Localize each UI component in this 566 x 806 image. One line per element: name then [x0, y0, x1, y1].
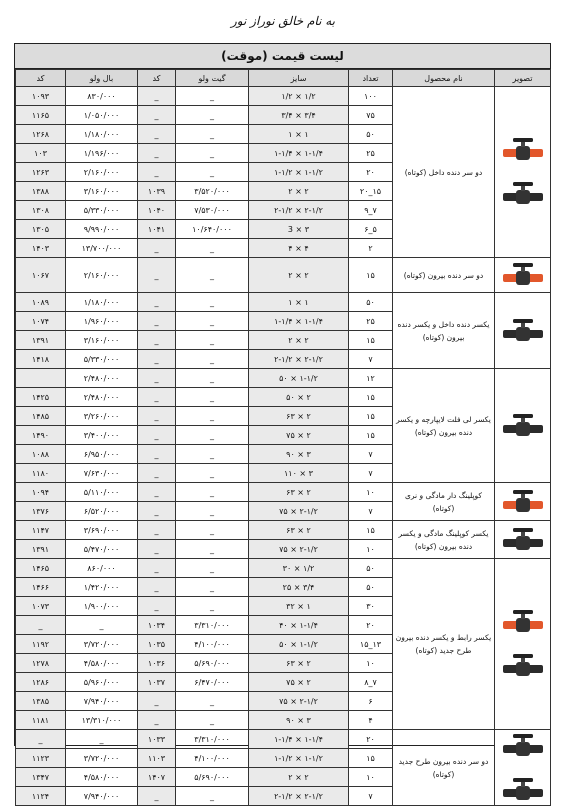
- cell-code-gate: _: [138, 407, 176, 426]
- cell-ball-price: ۱/۴۲۰/۰۰۰: [66, 578, 138, 597]
- cell-code-ball: ۱۱۸۰: [16, 464, 66, 483]
- cell-code-ball: [16, 369, 66, 388]
- cell-size: ۶۳ × ۲: [249, 521, 349, 540]
- cell-code-gate: _: [138, 144, 176, 163]
- product-name: دو سر دنده بیرون (کوتاه): [393, 258, 495, 293]
- cell-code-gate: _: [138, 312, 176, 331]
- cell-ball-price: ۷/۹۴۰/۰۰۰: [66, 692, 138, 711]
- cell-gate-price: ۶/۴۷۰/۰۰۰: [176, 673, 249, 692]
- cell-code-ball: ۱۱۶۵: [16, 106, 66, 125]
- cell-gate-price: _: [176, 258, 249, 293]
- cell-code-ball: ۱۴۹۰: [16, 426, 66, 445]
- product-name: یکسر کوپلینگ مادگی و یکسر دنده بیرون (کوتاه): [393, 521, 495, 559]
- cell-size: ۱-۱/۲ × ۱-۱/۲: [249, 163, 349, 182]
- cell-code-gate: _: [138, 521, 176, 540]
- cell-quantity: ۲۰: [349, 163, 393, 182]
- cell-code-ball: ۱۰۷۳: [16, 597, 66, 616]
- cell-gate-price: _: [176, 483, 249, 502]
- product-name: دو سر دنده بیرون طرح جدید (کوتاه): [393, 730, 495, 806]
- cell-size: ۱-۱/۴ × ۱-۱/۴: [249, 312, 349, 331]
- black-valve-icon: [501, 181, 545, 207]
- col-header-ball-valve: بال ولو: [66, 70, 138, 87]
- cell-gate-price: _: [176, 502, 249, 521]
- cell-code-gate: _: [138, 258, 176, 293]
- cell-code-ball: ۱۰۸۸: [16, 445, 66, 464]
- cell-code-gate: ۱۰۴۱: [138, 220, 176, 239]
- cell-quantity: ۸_۷: [349, 673, 393, 692]
- black-valve-icon: [501, 413, 545, 439]
- black-valve-icon: [501, 777, 545, 803]
- cell-ball-price: ۷/۹۴۰/۰۰۰: [66, 787, 138, 806]
- cell-gate-price: ۳/۵۲۰/۰۰۰: [176, 182, 249, 201]
- cell-ball-price: ۳/۷۲۰/۰۰۰: [66, 749, 138, 768]
- cell-code-gate: ۱۰۳۹: [138, 182, 176, 201]
- cell-ball-price: ۳/۱۶۰/۰۰۰: [66, 182, 138, 201]
- cell-code-gate: ۱۰۴۰: [138, 201, 176, 220]
- cell-code-ball: ۱۴۲۵: [16, 388, 66, 407]
- cell-code-ball: ۱۴۶۶: [16, 578, 66, 597]
- cell-quantity: ۵۰: [349, 125, 393, 144]
- cell-code-ball: ۱۰۹۴: [16, 483, 66, 502]
- cell-code-gate: ۱۰۳۴: [138, 616, 176, 635]
- cell-code-gate: _: [138, 540, 176, 559]
- cell-ball-price: ۲/۴۸۰/۰۰۰: [66, 369, 138, 388]
- orange-valve-icon: [501, 489, 545, 515]
- cell-gate-price: _: [176, 144, 249, 163]
- cell-size: ۱۱۰ × ۳: [249, 464, 349, 483]
- cell-code-ball: ۱۱۲۴: [16, 787, 66, 806]
- cell-ball-price: ۵/۹۶۰/۰۰۰: [66, 673, 138, 692]
- cell-quantity: ۹_۷: [349, 201, 393, 220]
- black-valve-icon: [501, 733, 545, 759]
- col-header-size: سایز: [249, 70, 349, 87]
- black-valve-icon: [501, 318, 545, 344]
- cell-code-ball: ۱۳۰۸: [16, 201, 66, 220]
- price-table: [15, 69, 551, 806]
- cell-quantity: ۱۵: [349, 331, 393, 350]
- cell-code-gate: _: [138, 464, 176, 483]
- cell-ball-price: ۸۳۰/۰۰۰: [66, 87, 138, 106]
- black-valve-icon: [501, 527, 545, 553]
- cell-size: ۱-۱/۴ × ۱-۱/۴: [249, 144, 349, 163]
- cell-quantity: ۲۰: [349, 730, 393, 749]
- cell-ball-price: ۲/۱۶۰/۰۰۰: [66, 258, 138, 293]
- product-image: [495, 258, 551, 293]
- cell-code-ball: ۱۰۷۴: [16, 312, 66, 331]
- cell-code-ball: ۱۳۸۸: [16, 182, 66, 201]
- cell-size: ۳۲ × ۱: [249, 597, 349, 616]
- cell-ball-price: _: [66, 616, 138, 635]
- cell-ball-price: ۵/۱۱۰/۰۰۰: [66, 483, 138, 502]
- cell-gate-price: ۱۰/۶۴۰/۰۰۰: [176, 220, 249, 239]
- product-image-group: [495, 609, 550, 679]
- cell-gate-price: _: [176, 787, 249, 806]
- product-image: [495, 483, 551, 521]
- cell-code-ball: ۱۲۸۶: [16, 673, 66, 692]
- cell-code-ball: ۱۴۰۳: [16, 239, 66, 258]
- cell-size: ۶۳ × ۲: [249, 483, 349, 502]
- cell-ball-price: ۹/۹۹۰/۰۰۰: [66, 220, 138, 239]
- cell-code-ball: _: [16, 616, 66, 635]
- cell-ball-price: ۴/۵۸۰/۰۰۰: [66, 654, 138, 673]
- cell-size: ۲۵ × ۳/۴: [249, 578, 349, 597]
- cell-quantity: ۱۲: [349, 369, 393, 388]
- cell-gate-price: ۳/۳۱۰/۰۰۰: [176, 616, 249, 635]
- cell-code-ball: ۱۰۶۷: [16, 258, 66, 293]
- cell-code-gate: _: [138, 350, 176, 369]
- product-name: کوپلینگ دار مادگی و نری (کوتاه): [393, 483, 495, 521]
- cell-gate-price: _: [176, 521, 249, 540]
- cell-code-ball: ۱۴۱۸: [16, 350, 66, 369]
- cell-size: ۶۳ × ۲: [249, 654, 349, 673]
- cell-code-ball: ۱۱۹۲: [16, 635, 66, 654]
- cell-quantity: ۲۰: [349, 616, 393, 635]
- product-image: [495, 559, 551, 730]
- cell-code-gate: _: [138, 559, 176, 578]
- cell-size: ۳/۴ × ۳/۴: [249, 106, 349, 125]
- cell-gate-price: _: [176, 350, 249, 369]
- cell-quantity: ۱۰: [349, 483, 393, 502]
- cell-quantity: ۷: [349, 350, 393, 369]
- cell-gate-price: ۷/۵۳۰/۰۰۰: [176, 201, 249, 220]
- cell-gate-price: _: [176, 407, 249, 426]
- cell-gate-price: _: [176, 692, 249, 711]
- cell-gate-price: _: [176, 106, 249, 125]
- cell-ball-price: ۴/۵۸۰/۰۰۰: [66, 768, 138, 787]
- cell-code-gate: ۱۰۳۳: [138, 730, 176, 749]
- cell-quantity: ۱۵: [349, 407, 393, 426]
- product-image-group: [495, 413, 550, 439]
- cell-gate-price: _: [176, 426, 249, 445]
- cell-ball-price: ۵/۳۳۰/۰۰۰: [66, 350, 138, 369]
- cell-code-gate: _: [138, 692, 176, 711]
- cell-quantity: ۲۵: [349, 312, 393, 331]
- cell-quantity: ۶: [349, 692, 393, 711]
- col-header-code-ball: کد: [16, 70, 66, 87]
- price-list-sheet: [14, 43, 551, 801]
- col-header-image: تصویر: [495, 70, 551, 87]
- cell-quantity: ۷: [349, 787, 393, 806]
- cell-gate-price: ۵/۶۹۰/۰۰۰: [176, 768, 249, 787]
- product-image-group: [495, 527, 550, 553]
- cell-size: ۹۰ × ۳: [249, 445, 349, 464]
- cell-code-ball: ۱۳۴۷: [16, 768, 66, 787]
- cell-size: ۳۰ × ۱/۲: [249, 559, 349, 578]
- product-image-group: [495, 733, 550, 803]
- cell-quantity: ۷: [349, 502, 393, 521]
- cell-gate-price: _: [176, 578, 249, 597]
- cell-ball-price: ۱/۹۶۰/۰۰۰: [66, 312, 138, 331]
- cell-code-ball: ۱۰۹۳: [16, 87, 66, 106]
- cell-code-ball: ۱۳۷۶: [16, 502, 66, 521]
- orange-valve-icon: [501, 137, 545, 163]
- cell-code-ball: ۱۱۲۳: [16, 749, 66, 768]
- cell-code-gate: _: [138, 87, 176, 106]
- cell-gate-price: _: [176, 711, 249, 730]
- cell-quantity: ۴: [349, 711, 393, 730]
- table-row: [16, 293, 551, 312]
- col-header-code-gate: کد: [138, 70, 176, 87]
- cell-code-gate: ۱۰۳۶: [138, 654, 176, 673]
- cell-code-ball: ۱۲۶۸: [16, 125, 66, 144]
- cell-code-gate: _: [138, 502, 176, 521]
- cell-code-gate: _: [138, 106, 176, 125]
- table-header-row: [16, 70, 551, 87]
- cell-gate-price: ۵/۶۹۰/۰۰۰: [176, 654, 249, 673]
- product-name: یکسر رابط و یکسر دنده بیرون طرح جدید (کوتاه): [393, 559, 495, 730]
- cell-size: ۲-۱/۲ × ۲-۱/۲: [249, 201, 349, 220]
- orange-valve-icon: [501, 262, 545, 288]
- cell-gate-price: ۳/۳۱۰/۰۰۰: [176, 730, 249, 749]
- cell-ball-price: ۳/۴۰۰/۰۰۰: [66, 426, 138, 445]
- header-invocation: به نام خالق نوراز نور: [231, 14, 335, 28]
- cell-code-gate: _: [138, 483, 176, 502]
- cell-ball-price: ۶/۹۵۰/۰۰۰: [66, 445, 138, 464]
- product-image: [495, 293, 551, 369]
- table-row: [16, 258, 551, 293]
- cell-ball-price: ۱/۱۸۰/۰۰۰: [66, 293, 138, 312]
- cell-ball-price: ۱/۹۰۰/۰۰۰: [66, 597, 138, 616]
- cell-size: ۱ × ۱: [249, 125, 349, 144]
- cell-quantity: ۱۰: [349, 654, 393, 673]
- cell-code-ball: ۱۴۶۵: [16, 559, 66, 578]
- cell-code-gate: _: [138, 293, 176, 312]
- cell-size: ۷۵ × ۲-۱/۲: [249, 692, 349, 711]
- cell-code-ball: ۱۲۶۳: [16, 163, 66, 182]
- cell-gate-price: _: [176, 163, 249, 182]
- cell-ball-price: ۸۶۰/۰۰۰: [66, 559, 138, 578]
- cell-code-gate: ۱۴۰۷: [138, 768, 176, 787]
- cell-ball-price: ۳/۲۶۰/۰۰۰: [66, 407, 138, 426]
- cell-gate-price: _: [176, 125, 249, 144]
- cell-code-ball: ۱۴۸۵: [16, 407, 66, 426]
- cell-code-ball: ۱۰۳: [16, 144, 66, 163]
- cell-code-ball: _: [16, 730, 66, 749]
- cell-quantity: ۱۵: [349, 749, 393, 768]
- table-row: [16, 369, 551, 388]
- black-valve-icon: [501, 653, 545, 679]
- cell-gate-price: _: [176, 388, 249, 407]
- cell-size: 3 × ۳: [249, 220, 349, 239]
- cell-code-gate: _: [138, 597, 176, 616]
- cell-quantity: ۶_۵: [349, 220, 393, 239]
- cell-size: ۱ × ۱: [249, 293, 349, 312]
- cell-gate-price: _: [176, 87, 249, 106]
- cell-code-gate: _: [138, 787, 176, 806]
- cell-size: ۹۰ × ۳: [249, 711, 349, 730]
- col-header-quantity: تعداد: [349, 70, 393, 87]
- cell-size: ۵۰ × ۱-۱/۲: [249, 369, 349, 388]
- cell-size: ۲-۱/۲ × ۲-۱/۲: [249, 787, 349, 806]
- cell-ball-price: ۵/۳۳۰/۰۰۰: [66, 201, 138, 220]
- product-image: [495, 87, 551, 258]
- cell-code-gate: ۱۰۳۵: [138, 635, 176, 654]
- product-image-group: [495, 489, 550, 515]
- cell-gate-price: _: [176, 597, 249, 616]
- cell-quantity: ۵۰: [349, 578, 393, 597]
- cell-ball-price: ۷/۶۳۰/۰۰۰: [66, 464, 138, 483]
- cell-code-ball: ۱۳۸۵: [16, 692, 66, 711]
- cell-ball-price: ۱۳/۷۰۰/۰۰۰: [66, 239, 138, 258]
- cell-code-ball: ۱۰۸۹: [16, 293, 66, 312]
- cell-quantity: ۵۰: [349, 293, 393, 312]
- cell-code-ball: ۱۳۹۱: [16, 540, 66, 559]
- cell-size: ۴۰ × ۱-۱/۴: [249, 616, 349, 635]
- cell-quantity: ۷: [349, 464, 393, 483]
- cell-size: ۴ × ۴: [249, 239, 349, 258]
- cell-gate-price: _: [176, 540, 249, 559]
- cell-gate-price: _: [176, 239, 249, 258]
- cell-gate-price: _: [176, 312, 249, 331]
- product-name: یکسر دنده داخل و یکسر دنده بیرون (کوتاه): [393, 293, 495, 369]
- cell-code-ball: ۱۲۷۸: [16, 654, 66, 673]
- cell-code-gate: _: [138, 369, 176, 388]
- cell-code-gate: _: [138, 578, 176, 597]
- cell-ball-price: ۵/۴۷۰/۰۰۰: [66, 540, 138, 559]
- cell-size: ۷۵ × ۲-۱/۲: [249, 502, 349, 521]
- cell-quantity: ۳۰: [349, 597, 393, 616]
- cell-quantity: ۱۰: [349, 540, 393, 559]
- cell-quantity: ۱۰۰: [349, 87, 393, 106]
- product-image-group: [495, 137, 550, 207]
- cell-size: ۷۵ × ۲-۱/۲: [249, 540, 349, 559]
- cell-quantity: ۲۰_۱۵: [349, 182, 393, 201]
- cell-ball-price: ۲/۴۸۰/۰۰۰: [66, 388, 138, 407]
- cell-quantity: ۱۵: [349, 426, 393, 445]
- cell-code-ball: ۱۱۴۷: [16, 521, 66, 540]
- cell-quantity: ۱۵: [349, 521, 393, 540]
- cell-gate-price: ۴/۱۰۰/۰۰۰: [176, 749, 249, 768]
- cell-ball-price: ۱/۰۵۰/۰۰۰: [66, 106, 138, 125]
- cell-quantity: ۲: [349, 239, 393, 258]
- table-row: [16, 559, 551, 578]
- cell-quantity: ۲۵: [349, 144, 393, 163]
- cell-code-gate: _: [138, 711, 176, 730]
- cell-size: ۶۳ × ۲: [249, 407, 349, 426]
- cell-gate-price: _: [176, 464, 249, 483]
- cell-quantity: ۱۵: [349, 258, 393, 293]
- cell-size: ۲ × ۲: [249, 182, 349, 201]
- cell-quantity: ۱۰: [349, 768, 393, 787]
- product-image: [495, 521, 551, 559]
- cell-code-gate: _: [138, 388, 176, 407]
- cell-quantity: ۱۵_۱۳: [349, 635, 393, 654]
- cell-ball-price: ۳/۶۹۰/۰۰۰: [66, 521, 138, 540]
- cell-quantity: ۷: [349, 445, 393, 464]
- cell-code-ball: ۱۳۹۱: [16, 331, 66, 350]
- cell-size: ۲-۱/۲ × ۲-۱/۲: [249, 350, 349, 369]
- table-row: [16, 521, 551, 540]
- product-image-group: [495, 318, 550, 344]
- cell-code-gate: _: [138, 331, 176, 350]
- cell-code-gate: ۱۱۰۳: [138, 749, 176, 768]
- cell-ball-price: _: [66, 730, 138, 749]
- cell-size: ۷۵ × ۲: [249, 426, 349, 445]
- cell-code-gate: _: [138, 163, 176, 182]
- cell-gate-price: _: [176, 331, 249, 350]
- page-title: لیست قیمت (موقت): [15, 44, 550, 69]
- cell-code-gate: _: [138, 239, 176, 258]
- cell-ball-price: ۲/۱۶۰/۰۰۰: [66, 163, 138, 182]
- product-name: دو سر دنده داخل (کوتاه): [393, 87, 495, 258]
- cell-size: ۵۰ × ۲: [249, 388, 349, 407]
- cell-size: ۲ × ۲: [249, 331, 349, 350]
- cell-quantity: ۵۰: [349, 559, 393, 578]
- product-image: [495, 730, 551, 806]
- cell-ball-price: ۱/۱۸۰/۰۰۰: [66, 125, 138, 144]
- cell-quantity: ۷۵: [349, 106, 393, 125]
- table-row: [16, 87, 551, 106]
- table-row: [16, 483, 551, 502]
- col-header-product-name: نام محصول: [393, 70, 495, 87]
- cell-size: ۲ × ۲: [249, 258, 349, 293]
- cell-quantity: ۱۵: [349, 388, 393, 407]
- cell-code-gate: _: [138, 426, 176, 445]
- cell-size: ۱/۲ × ۱/۲: [249, 87, 349, 106]
- cell-size: ۱-۱/۲ × ۱-۱/۲: [249, 749, 349, 768]
- cell-code-gate: _: [138, 125, 176, 144]
- cell-ball-price: ۳/۷۲۰/۰۰۰: [66, 635, 138, 654]
- cell-gate-price: _: [176, 445, 249, 464]
- orange-valve-icon: [501, 609, 545, 635]
- cell-size: ۲ × ۲: [249, 768, 349, 787]
- cell-ball-price: ۱/۱۹۶/۰۰۰: [66, 144, 138, 163]
- product-image: [495, 369, 551, 483]
- cell-gate-price: _: [176, 369, 249, 388]
- cell-size: ۷۵ × ۲: [249, 673, 349, 692]
- cell-ball-price: ۳/۱۶۰/۰۰۰: [66, 331, 138, 350]
- table-row: [16, 730, 551, 749]
- cell-code-ball: ۱۳۰۵: [16, 220, 66, 239]
- cell-gate-price: ۴/۱۰۰/۰۰۰: [176, 635, 249, 654]
- cell-code-gate: ۱۰۳۷: [138, 673, 176, 692]
- cell-size: ۱-۱/۴ × ۱-۱/۴: [249, 730, 349, 749]
- cell-gate-price: _: [176, 293, 249, 312]
- cell-ball-price: ۶/۵۲۰/۰۰۰: [66, 502, 138, 521]
- col-header-gate-valve: گیت ولو: [176, 70, 249, 87]
- product-image-group: [495, 262, 550, 288]
- cell-gate-price: _: [176, 559, 249, 578]
- cell-code-gate: _: [138, 445, 176, 464]
- cell-size: ۵۰ × ۱-۱/۲: [249, 635, 349, 654]
- cell-ball-price: ۱۳/۳۱۰/۰۰۰: [66, 711, 138, 730]
- cell-code-ball: ۱۱۸۱: [16, 711, 66, 730]
- product-name: یکسر لی فلت لایپارچه و یکسر دنده بیرون (کوتاه): [393, 369, 495, 483]
